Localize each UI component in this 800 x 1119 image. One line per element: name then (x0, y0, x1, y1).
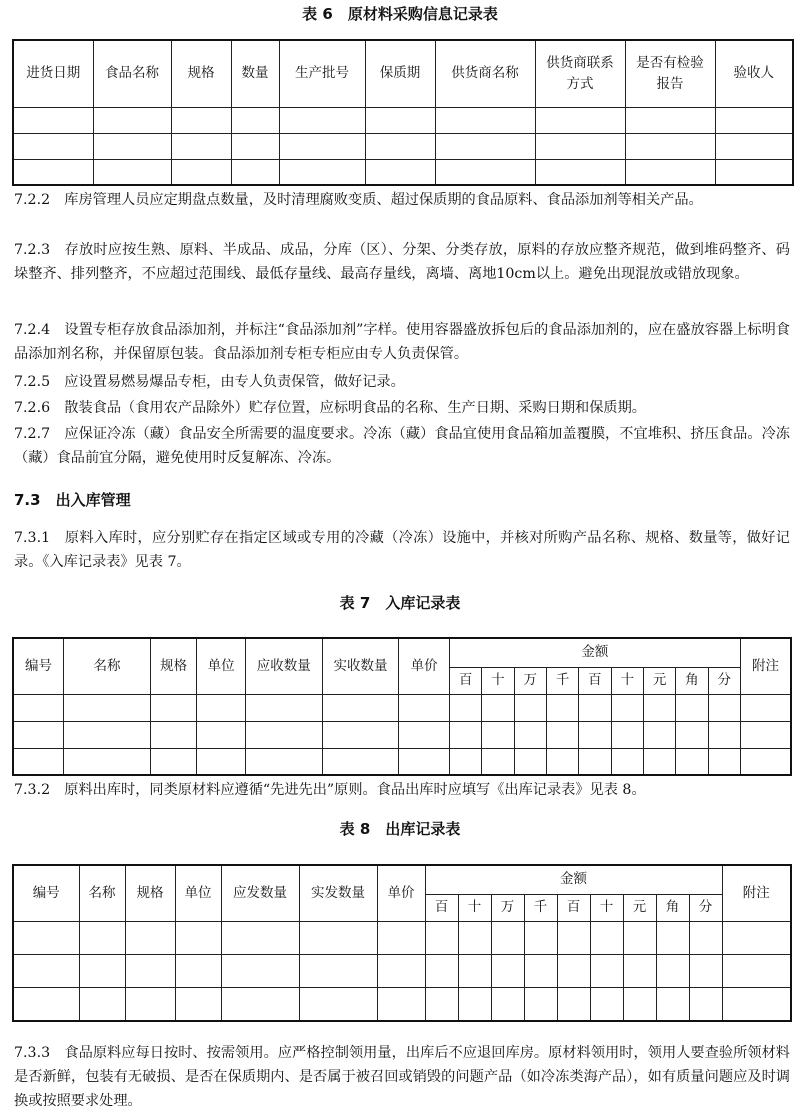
table8-unit-cell: 分 (689, 894, 722, 921)
table8-unit-cell: 十 (590, 894, 623, 921)
table6-header-cell: 规格 (171, 40, 231, 107)
table8-amount-header: 金额 (425, 865, 722, 894)
table8-header-cell: 应发数量 (221, 865, 299, 921)
paragraph-7-2-3: 7.2.3 存放时应按生熟、原料、半成品、成品，分库（区）、分架、分类存放，原料的存放应整齐规范，做到堆码整齐、码垛整齐、排列整齐，不应超过范围线、最低存量线、最高存量线，离墙、离地10cm以上。避免出现混放或错放现象。 (14, 242, 790, 282)
table7-caption: 表 7 入库记录表 (339, 594, 461, 612)
table6-header-cell: 供货商联系方式 (535, 40, 625, 107)
table7-header-cell: 实收数量 (322, 638, 399, 694)
table8-unit-cell: 角 (656, 894, 689, 921)
table8-header-cell: 单位 (175, 865, 221, 921)
table7-unit-cell: 十 (482, 667, 514, 694)
table6-header-cell: 生产批号 (279, 40, 365, 107)
table8-unit-cell: 千 (524, 894, 557, 921)
table8-unit-cell: 元 (623, 894, 656, 921)
table6-header-cell: 供货商名称 (435, 40, 535, 107)
table-row (13, 133, 793, 159)
paragraph-7-3-1: 7.3.1 原料入库时，应分别贮存在指定区域或专用的冷藏（冷冻）设施中，并核对所购产品名称、规格、数量等，做好记录。《入库记录表》见表 7。 (14, 530, 790, 570)
table6-purchase-record (12, 39, 794, 186)
table-row (13, 107, 793, 133)
paragraph-7-2-7: 7.2.7 应保证冷冻（藏）食品安全所需要的温度要求。冷冻（藏）食品宜使用食品箱加盖覆膜，不宜堆积、挤压食品。冷冻（藏）食品前宜分隔，避免使用时反复解冻、冷冻。 (14, 426, 790, 466)
table-row (13, 159, 793, 185)
paragraph-7-2-2: 7.2.2 库房管理人员应定期盘点数量，及时清理腐败变质、超过保质期的食品原料、食品添加剂等相关产品。 (14, 192, 703, 208)
table7-header-cell: 名称 (64, 638, 151, 694)
table6-header-cell: 食品名称 (93, 40, 171, 107)
table7-note-header: 附注 (740, 638, 791, 694)
table8-unit-cell: 百 (425, 894, 458, 921)
table8-header-cell: 实发数量 (299, 865, 377, 921)
table7-unit-cell: 元 (643, 667, 675, 694)
paragraph-7-2-4: 7.2.4 设置专柜存放食品添加剂，并标注“食品添加剂”字样。使用容器盛放拆包后的食品添加剂的，应在盛放容器上标明食品添加剂名称，并保留原包装。食品添加剂专柜专柜应由专人负责保管。 (14, 322, 790, 362)
table6-caption: 表 6 原材料采购信息记录表 (302, 5, 498, 23)
table6-header-cell: 数量 (231, 40, 279, 107)
table6-header-cell: 是否有检验报告 (625, 40, 715, 107)
table7-unit-cell: 百 (579, 667, 611, 694)
table8-caption: 表 8 出库记录表 (339, 820, 461, 838)
table8-outbound-record (12, 864, 792, 1022)
table8-unit-cell: 万 (491, 894, 524, 921)
paragraph-7-3-2: 7.3.2 原料出库时，同类原材料应遵循“先进先出”原则。食品出库时应填写《出库记录表》见表 8。 (14, 782, 646, 798)
table7-header-cell: 单位 (197, 638, 245, 694)
table8-header-cell: 编号 (13, 865, 79, 921)
table-row (13, 954, 791, 987)
table7-unit-cell: 角 (676, 667, 708, 694)
table7-header-cell: 单价 (399, 638, 450, 694)
paragraph-7-2-6: 7.2.6 散装食品（食用农产品除外）贮存位置，应标明食品的名称、生产日期、采购日期和保质期。 (14, 400, 646, 416)
table7-unit-cell: 百 (449, 667, 481, 694)
table7-unit-cell: 万 (514, 667, 546, 694)
table8-header-cell: 名称 (79, 865, 125, 921)
section-heading-7-3: 7.3 出入库管理 (14, 491, 131, 509)
table7-unit-cell: 十 (611, 667, 643, 694)
table7-unit-cell: 分 (708, 667, 740, 694)
table7-inbound-record (12, 637, 792, 776)
table7-unit-cell: 千 (546, 667, 578, 694)
table-row (13, 721, 791, 748)
table-row (13, 987, 791, 1021)
table7-header-cell: 规格 (150, 638, 196, 694)
table8-header-cell: 单价 (377, 865, 425, 921)
paragraph-7-2-5: 7.2.5 应设置易燃易爆品专柜，由专人负责保管，做好记录。 (14, 374, 405, 390)
table-row (13, 921, 791, 954)
table-row (13, 694, 791, 721)
table-row (13, 748, 791, 775)
table8-header-cell: 规格 (125, 865, 175, 921)
table8-unit-cell: 百 (557, 894, 590, 921)
table6-header-cell: 验收人 (715, 40, 793, 107)
table6-header-cell: 保质期 (365, 40, 435, 107)
table7-amount-header: 金额 (449, 638, 740, 667)
paragraph-7-3-3: 7.3.3 食品原料应每日按时、按需领用。应严格控制领用量，出库后不应退回库房。原材料领用时，领用人要查验所领材料是否新鲜，包装有无破损、是否在保质期内、是否属于被召回或销毁的问题产品（如冷冻类海产品），如有质量问题应及时调换或按照要求处理。 (14, 1045, 790, 1109)
table8-unit-cell: 十 (458, 894, 491, 921)
table7-header-cell: 应收数量 (245, 638, 322, 694)
table6-header-cell: 进货日期 (13, 40, 93, 107)
table8-note-header: 附注 (722, 865, 791, 921)
table7-header-cell: 编号 (13, 638, 64, 694)
